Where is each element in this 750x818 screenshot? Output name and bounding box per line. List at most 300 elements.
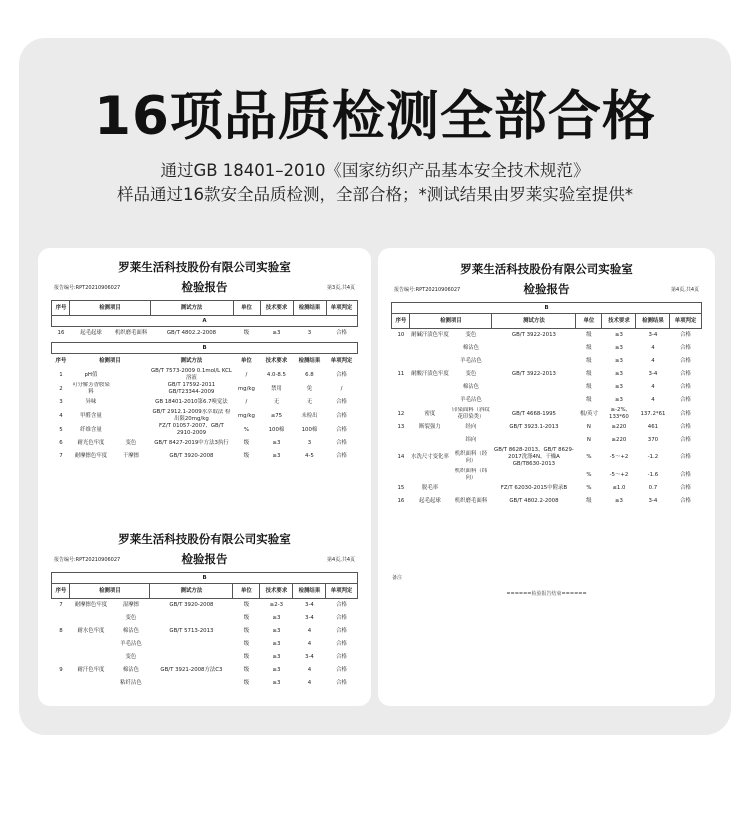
row-no — [392, 342, 410, 355]
report-title: 检验报告 — [181, 552, 228, 566]
section-row — [52, 573, 357, 584]
row-verdict: 合格 — [336, 680, 347, 686]
row-unit: 级 — [243, 641, 250, 647]
table-row — [392, 495, 701, 508]
col-header-verdict: 单项判定 — [330, 357, 353, 364]
row-subitem: 羊毛沾色 — [460, 397, 482, 403]
row-item — [70, 638, 112, 651]
col-header-unit: 单位 — [233, 301, 260, 316]
row-verdict: 合格 — [680, 471, 691, 478]
row-requirement: ≥3 — [614, 358, 623, 364]
row-unit: 级 — [586, 371, 592, 377]
row-item: pH值 — [84, 371, 98, 378]
row-requirement: ≥3 — [614, 384, 623, 390]
row-no: 14 — [397, 454, 405, 460]
remarks-label: 备注 — [392, 575, 403, 581]
col-header-verdict: 单项判定 — [326, 301, 357, 316]
table-row — [392, 368, 701, 381]
row-verdict: 合格 — [336, 615, 347, 621]
row-no — [392, 434, 410, 447]
row-requirement: ≥3 — [272, 654, 281, 660]
row-method — [150, 677, 233, 690]
row-subitem: 印染面料（斜纹花印染类） — [452, 407, 490, 420]
table-header-row — [392, 314, 701, 329]
row-subitem: 羊毛沾色 — [460, 358, 482, 364]
row-subitem: 棉沾色 — [462, 345, 480, 351]
row-no: 16 — [397, 498, 405, 504]
row-requirement: -5～+2 — [609, 471, 629, 478]
row-verdict: 合格 — [336, 654, 347, 660]
row-unit: N — [586, 437, 591, 443]
row-unit: 级 — [243, 440, 250, 446]
table-row — [392, 468, 701, 482]
row-verdict: 合格 — [336, 330, 347, 336]
col-header-result: 检测结果 — [636, 314, 670, 329]
report-meta — [38, 550, 371, 568]
row-method: GB/T 3920-2008 — [169, 453, 214, 459]
row-method — [492, 355, 576, 368]
row-verdict: 合格 — [680, 410, 691, 417]
row-subitem: 机织面料（纬向） — [454, 468, 488, 481]
col-header-requirement: 技术要求 — [602, 314, 636, 329]
row-subitem: 棉沾色 — [122, 628, 140, 634]
row-result: -1.6 — [647, 471, 659, 478]
row-verdict: 合格 — [680, 485, 691, 491]
row-requirement: ≥3 — [614, 345, 623, 351]
row-no: 10 — [397, 332, 405, 338]
page-number: 第3页,共4页 — [327, 285, 355, 291]
row-no: 2 — [59, 385, 63, 392]
row-unit: % — [586, 471, 592, 478]
report-title: 检验报告 — [523, 282, 570, 296]
row-item: 起毛起球 — [419, 498, 441, 504]
row-result: 4 — [307, 680, 312, 686]
row-result: 4 — [651, 384, 655, 390]
row-result: 4 — [307, 641, 312, 647]
row-no: 5 — [59, 426, 63, 433]
row-unit: % — [586, 454, 592, 460]
table-row — [392, 407, 701, 421]
row-method: GB/T 8628-2013、GB/T 8629-2017洗涤4N、干燥A GB/T8630-2013 — [494, 447, 574, 467]
report-end-mark: ======检验报告结束====== — [506, 591, 587, 597]
row-subitem — [112, 368, 150, 382]
row-requirement: ≥220 — [611, 437, 627, 443]
row-item — [410, 342, 450, 355]
row-method — [150, 612, 233, 625]
subtitle-note: 样品通过16款安全品质检测，全部合格；*测试结果由罗莱实验室提供* — [117, 185, 633, 204]
table-row — [392, 381, 701, 394]
row-method — [492, 394, 576, 407]
row-method — [492, 468, 576, 482]
row-unit: 根/英寸 — [579, 410, 598, 417]
row-method — [492, 342, 576, 355]
row-method: GB 18401-2010第6.7嗅觉法 — [155, 399, 228, 405]
row-requirement: ≤75 — [270, 412, 283, 419]
row-no — [52, 638, 70, 651]
col-header-requirement: 技术要求 — [260, 301, 293, 316]
row-subitem: 变色 — [465, 332, 477, 338]
section-label: B — [52, 343, 357, 354]
row-result: 3-4 — [648, 332, 658, 338]
row-item: 耐摩擦色牢度 — [74, 453, 108, 459]
table-row — [392, 342, 701, 355]
report-meta — [378, 280, 715, 298]
results-table-c — [51, 572, 357, 690]
row-unit: 级 — [243, 654, 250, 660]
col-header-item: 检测项目 — [410, 314, 492, 329]
row-requirement: 无 — [273, 399, 280, 405]
row-subitem: 干摩擦 — [122, 453, 140, 459]
report-page-4-part1 — [38, 528, 371, 690]
row-method: GB/T 8427-2019中方法3执行 — [154, 440, 229, 446]
row-item: 耐摩擦色牢度 — [74, 602, 108, 608]
row-requirement: ≥-2%, 133*60 — [609, 407, 629, 420]
row-item — [70, 612, 112, 625]
row-unit: 级 — [586, 358, 592, 364]
table-row — [392, 434, 701, 447]
col-header-no: 序号 — [52, 584, 70, 599]
row-subitem — [112, 423, 150, 437]
row-unit: 级 — [586, 498, 592, 504]
report-paper-left — [38, 248, 371, 706]
col-header-requirement: 技术要求 — [265, 357, 288, 364]
row-verdict: 合格 — [680, 437, 691, 443]
row-unit: 级 — [243, 453, 250, 459]
row-unit: 级 — [243, 680, 250, 686]
row-unit: 级 — [586, 384, 592, 390]
report-title: 检验报告 — [181, 280, 228, 294]
row-verdict: 合格 — [336, 453, 347, 459]
col-header-unit: 单位 — [233, 584, 260, 599]
row-no: 7 — [59, 453, 63, 459]
table-row — [52, 450, 357, 463]
row-requirement: ≥3 — [614, 332, 623, 338]
row-subitem: 变色 — [125, 440, 137, 446]
col-header-method: 测试方法 — [492, 314, 576, 329]
report-number: 报告编号:RPT20210906027 — [54, 557, 121, 563]
row-method: GB/T 3922-2013 — [511, 371, 556, 377]
row-item: 甲醛含量 — [80, 412, 102, 419]
lab-name: 罗莱生活科技股份有限公司实验室 — [118, 260, 291, 274]
row-method: GB/T 4802.2-2008 — [166, 330, 217, 336]
table-row — [392, 421, 701, 434]
row-requirement: ≥3 — [272, 680, 281, 686]
row-unit: mg/kg — [237, 412, 255, 419]
row-unit: 级 — [243, 602, 250, 608]
row-unit: / — [245, 371, 248, 378]
row-result: 3-4 — [305, 602, 314, 608]
row-result: 3-4 — [305, 615, 314, 621]
row-item: 断裂强力 — [419, 424, 441, 430]
table-row — [52, 437, 357, 450]
col-header-method: 测试方法 — [180, 357, 203, 364]
row-requirement: ≥3 — [272, 641, 281, 647]
row-item: 纤维含量 — [80, 426, 102, 433]
section-row — [392, 303, 701, 314]
results-table-d — [391, 302, 701, 508]
table-row — [52, 651, 357, 664]
row-subitem: 粘纤沾色 — [120, 680, 142, 686]
row-no — [52, 651, 70, 664]
row-method: GB/T 5713-2013 — [169, 628, 214, 634]
row-no — [392, 355, 410, 368]
row-item — [410, 355, 450, 368]
row-item: 起毛起球 — [80, 330, 102, 336]
col-header-result: 检测结果 — [293, 301, 326, 316]
row-item — [70, 677, 112, 690]
row-result: 3-4 — [648, 371, 658, 377]
row-method — [492, 434, 576, 447]
row-verdict: 合格 — [680, 371, 691, 377]
row-result: 461 — [647, 424, 659, 430]
row-method: GB/T 3921-2008方法C3 — [160, 667, 223, 673]
row-method: GB/T 4802.2-2008 — [509, 498, 559, 504]
row-verdict: 合格 — [336, 426, 347, 433]
row-item: 耐光色牢度 — [77, 440, 105, 446]
row-item — [410, 381, 450, 394]
row-result: 370 — [647, 437, 659, 443]
row-result: 4-5 — [305, 453, 314, 459]
lab-name: 罗莱生活科技股份有限公司实验室 — [460, 262, 633, 276]
row-requirement: ≥3 — [272, 615, 281, 621]
page-number: 第4页,共4页 — [327, 557, 355, 563]
row-verdict: 合格 — [680, 397, 691, 403]
table-row — [52, 409, 357, 423]
row-method — [150, 651, 233, 664]
row-no: 6 — [59, 440, 63, 446]
row-unit: 级 — [586, 345, 592, 351]
row-subitem: 变色 — [465, 371, 477, 377]
col-header-item: 检测项目 — [70, 584, 150, 599]
row-no — [392, 381, 410, 394]
row-result: 3 — [307, 440, 312, 446]
row-unit: / — [245, 399, 248, 405]
row-subitem: 经向 — [465, 424, 477, 430]
col-header-unit: 单位 — [576, 314, 602, 329]
row-method: GB/T 3920-2008 — [169, 602, 214, 608]
row-verdict: 合格 — [336, 399, 347, 405]
table-row — [392, 329, 701, 343]
col-header-result: 检测结果 — [293, 584, 326, 599]
row-subitem: 棉沾色 — [462, 384, 480, 390]
report-page-3 — [38, 256, 371, 463]
row-subitem: 纬向 — [465, 437, 477, 443]
row-requirement: ≥3 — [272, 440, 281, 446]
row-item: 耐酸汗渍色牢度 — [411, 371, 449, 377]
row-item — [410, 468, 450, 482]
row-no: 7 — [59, 602, 63, 608]
row-unit: 级 — [243, 667, 250, 673]
row-requirement: -5～+2 — [609, 454, 629, 460]
row-verdict: 合格 — [336, 602, 347, 608]
row-unit: 级 — [243, 628, 250, 634]
row-item: 耐水色牢度 — [77, 628, 105, 634]
row-requirement: ≥220 — [611, 424, 627, 430]
row-result: 0.7 — [648, 485, 658, 491]
row-result: 137.2*61 — [640, 410, 666, 417]
row-requirement: ≥2-3 — [269, 602, 284, 608]
row-requirement: ≤1.0 — [612, 485, 626, 491]
row-no: 4 — [59, 412, 63, 419]
row-method: GB/T 7573-2009 0.1mol/L KCL溶液 — [150, 368, 232, 381]
row-verdict: 合格 — [336, 667, 347, 673]
row-no: 1 — [59, 371, 63, 378]
row-requirement: ≥3 — [272, 453, 281, 459]
row-subitem: 变色 — [125, 615, 137, 621]
subtitle-standard: 通过GB 18401–2010《国家纺织产品基本安全技术规范》 — [160, 161, 590, 180]
row-no — [52, 677, 70, 690]
row-no — [52, 612, 70, 625]
table-row — [392, 355, 701, 368]
row-subitem: 机织磨毛面料 — [114, 330, 148, 336]
row-method: GB/T 4668-1995 — [511, 410, 556, 417]
row-subitem — [112, 409, 150, 423]
table-row — [392, 482, 701, 495]
row-item: 可分解芳香胺染料 — [72, 382, 110, 395]
col-header-method: 测试方法 — [150, 301, 233, 316]
row-no: 11 — [397, 371, 405, 377]
row-no: 13 — [397, 424, 405, 430]
row-unit: % — [243, 426, 249, 433]
table-row — [52, 638, 357, 651]
row-subitem — [112, 396, 150, 409]
row-method — [492, 381, 576, 394]
section-label: B — [52, 573, 357, 584]
row-verdict: 合格 — [336, 371, 347, 378]
table-row — [52, 382, 357, 396]
row-method — [150, 638, 233, 651]
table-row — [52, 664, 357, 677]
row-result: 6.8 — [305, 371, 314, 378]
row-verdict: / — [340, 385, 343, 392]
row-result: 4 — [651, 345, 655, 351]
page-number: 第4页,共4页 — [671, 287, 699, 293]
row-subitem: 棉沾色 — [122, 667, 140, 673]
row-requirement: ≥3 — [272, 330, 281, 336]
table-header-row — [52, 301, 357, 316]
row-verdict: 合格 — [336, 412, 347, 419]
row-requirement: 100棉 — [268, 426, 285, 433]
headline: 16项品质检测全部合格 — [94, 86, 656, 147]
table-row — [52, 327, 357, 341]
row-requirement: ≥3 — [272, 628, 281, 634]
row-method: GB/T 17592-2011 GB/T23344-2009 — [167, 382, 216, 395]
row-item: 水洗尺寸变化率 — [411, 454, 449, 460]
table-row — [392, 447, 701, 468]
row-item: 密度 — [424, 410, 436, 417]
report-paper-right — [378, 248, 715, 706]
results-table-b — [51, 342, 357, 463]
row-result: 免 — [306, 385, 313, 392]
row-verdict: 合格 — [680, 358, 691, 364]
section-label: A — [52, 316, 357, 327]
row-verdict: 合格 — [680, 454, 691, 460]
col-header-no: 序号 — [392, 314, 410, 329]
row-verdict: 合格 — [680, 345, 691, 351]
row-requirement: ≥3 — [614, 397, 623, 403]
row-subitem: 湿摩擦 — [122, 602, 140, 608]
row-no: 3 — [59, 399, 63, 405]
row-no: 15 — [397, 485, 405, 491]
row-result: 4 — [307, 628, 312, 634]
table-row — [52, 625, 357, 638]
table-row — [52, 599, 357, 613]
row-unit: 级 — [243, 615, 250, 621]
table-row — [392, 394, 701, 407]
row-subitem: 羊毛沾色 — [120, 641, 142, 647]
table-row — [52, 396, 357, 409]
row-result: -1.2 — [647, 454, 659, 460]
row-unit: 级 — [243, 330, 250, 336]
row-verdict: 合格 — [336, 628, 347, 634]
section-label: B — [392, 303, 701, 314]
row-result: 3 — [307, 330, 312, 336]
row-subitem: 变色 — [125, 654, 137, 660]
row-item — [410, 434, 450, 447]
col-header-no: 序号 — [52, 301, 70, 316]
row-item: 耐碱汗渍色牢度 — [411, 332, 449, 338]
row-no: 9 — [59, 667, 63, 673]
row-method: FZ/T 01057-2007、GB/T 2910-2009 — [159, 423, 224, 436]
row-no: 8 — [59, 628, 63, 634]
row-unit: 级 — [586, 332, 592, 338]
row-requirement: ≥3 — [614, 498, 623, 504]
row-unit: 级 — [586, 397, 592, 403]
lab-name: 罗莱生活科技股份有限公司实验室 — [118, 532, 291, 546]
row-verdict: 合格 — [336, 641, 347, 647]
col-header-verdict: 单项判定 — [670, 314, 701, 329]
row-result: 3-4 — [305, 654, 314, 660]
table-row — [52, 368, 357, 382]
row-no — [392, 394, 410, 407]
row-unit: mg/kg — [237, 385, 255, 392]
row-unit: % — [586, 485, 592, 491]
table-row — [52, 677, 357, 690]
row-result: 100棉 — [301, 426, 318, 433]
table-row — [52, 423, 357, 437]
row-verdict: 合格 — [680, 424, 691, 430]
row-method: GB/T 3922-2013 — [511, 332, 556, 338]
report-meta — [38, 278, 371, 296]
row-item: 脱毛率 — [421, 485, 439, 491]
row-result: 3-4 — [648, 498, 658, 504]
row-item: 异味 — [85, 399, 97, 405]
row-verdict: 合格 — [336, 440, 347, 446]
row-subitem: 机织面料（经向） — [454, 450, 488, 464]
col-header-result: 检测结果 — [298, 357, 321, 364]
row-item — [70, 651, 112, 664]
row-requirement: 禁用 — [271, 385, 282, 392]
row-method: GB/T 3923.1-2013 — [509, 424, 559, 430]
col-header-unit: 单位 — [241, 357, 252, 364]
row-subitem — [112, 382, 150, 396]
row-result: 无 — [306, 399, 313, 405]
row-requirement: ≥3 — [614, 371, 623, 377]
report-number: 报告编号:RPT20210906027 — [54, 285, 121, 291]
row-verdict: 合格 — [680, 332, 691, 338]
col-header-item: 检测项目 — [70, 301, 150, 316]
row-verdict: 合格 — [680, 384, 691, 390]
col-header-item: 检测项目 — [99, 357, 121, 364]
row-no: 16 — [57, 330, 65, 336]
row-subitem: 机织磨毛面料 — [454, 498, 488, 504]
report-number: 报告编号:RPT20210906027 — [394, 287, 461, 293]
row-result: 4 — [307, 667, 312, 673]
row-unit: N — [586, 424, 591, 430]
row-requirement: ≥3 — [272, 667, 281, 673]
row-result: 4 — [651, 397, 655, 403]
results-table-a — [51, 300, 357, 340]
